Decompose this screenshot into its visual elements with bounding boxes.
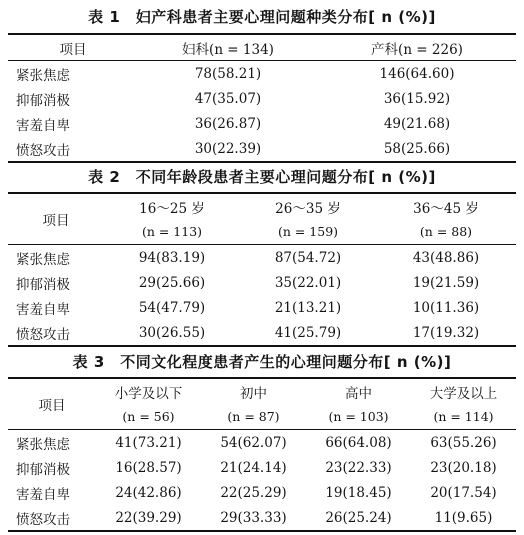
table-cell: 26(25.24) xyxy=(306,505,411,531)
table-cell: 23(20.18) xyxy=(430,459,497,476)
table-cell: 10(11.36) xyxy=(412,299,480,316)
table-cell: 24(42.86) xyxy=(115,484,182,501)
row-label: 抑郁消极 xyxy=(16,461,70,478)
table-cell: 22(25.29) xyxy=(220,484,287,501)
table-row xyxy=(8,455,516,480)
table1-header-gyn: 妇科(n = 134) xyxy=(138,34,318,61)
table-cell: 21(24.14) xyxy=(220,459,287,476)
table-cell: 78(58.21) xyxy=(194,65,262,82)
table-cell: 54(47.79) xyxy=(138,299,206,316)
table-cell: 17(19.32) xyxy=(376,320,516,346)
table2 xyxy=(8,192,516,347)
row-label: 愤怒攻击 xyxy=(8,320,104,346)
table3-group-n: (n = 103) xyxy=(306,404,411,430)
table-row xyxy=(8,505,516,531)
table-cell: 29(33.33) xyxy=(201,505,306,531)
table-row xyxy=(8,86,516,111)
table-cell: 43(48.86) xyxy=(412,249,480,266)
table1-header-row xyxy=(8,34,516,61)
table-cell: 21(13.21) xyxy=(274,299,342,316)
table-cell: 36(15.92) xyxy=(383,90,451,107)
table-cell: 30(26.55) xyxy=(104,320,240,346)
table2-group-label: 36～45 岁 xyxy=(376,193,516,219)
table-cell: 29(25.66) xyxy=(138,274,206,291)
table2-group-n: (n = 113) xyxy=(104,219,240,245)
table3-group-label: 小学及以下 xyxy=(96,378,201,404)
row-label: 愤怒攻击 xyxy=(8,136,138,162)
table2-group-label: 26～35 岁 xyxy=(240,193,376,219)
table-cell: 11(9.65) xyxy=(411,505,516,531)
table3-header-row xyxy=(8,378,516,404)
table2-group-n: (n = 159) xyxy=(240,219,376,245)
row-label: 紧张焦虑 xyxy=(16,67,70,84)
table-cell: 41(73.21) xyxy=(115,434,182,451)
table1 xyxy=(8,33,516,163)
table-cell: 146(64.60) xyxy=(379,65,455,82)
table-cell: 58(25.66) xyxy=(318,136,516,162)
table3-group-n: (n = 87) xyxy=(201,404,306,430)
table2-caption: 表 2 不同年龄段患者主要心理问题分布[ n (%)] xyxy=(88,168,436,186)
table2-group-label: 16～25 岁 xyxy=(104,193,240,219)
table2-header-item: 项目 xyxy=(8,193,104,245)
table-cell: 66(64.08) xyxy=(325,434,392,451)
table-row xyxy=(8,270,516,295)
row-label: 紧张焦虑 xyxy=(16,436,70,453)
table-cell: 30(22.39) xyxy=(138,136,318,162)
table-cell: 63(55.26) xyxy=(430,434,497,451)
table1-caption: 表 1 妇产科患者主要心理问题种类分布[ n (%)] xyxy=(88,8,436,26)
row-label: 紧张焦虑 xyxy=(16,251,70,268)
table1-header-obs: 产科(n = 226) xyxy=(318,34,516,61)
table-cell: 49(21.68) xyxy=(383,115,451,132)
table-cell: 87(54.72) xyxy=(274,249,342,266)
table-cell: 23(22.33) xyxy=(325,459,392,476)
table3 xyxy=(8,377,516,532)
table-cell: 20(17.54) xyxy=(430,484,497,501)
table-row xyxy=(8,320,516,346)
table1-header-item: 项目 xyxy=(8,34,138,61)
table-cell: 41(25.79) xyxy=(240,320,376,346)
table-cell: 36(26.87) xyxy=(194,115,262,132)
table-cell: 19(18.45) xyxy=(325,484,392,501)
table-row xyxy=(8,136,516,162)
table-row xyxy=(8,430,516,456)
table-cell: 19(21.59) xyxy=(412,274,480,291)
row-label: 害羞自卑 xyxy=(16,117,70,134)
table3-group-n: (n = 114) xyxy=(411,404,516,430)
table-cell: 94(83.19) xyxy=(138,249,206,266)
table-row xyxy=(8,61,516,87)
table3-caption: 表 3 不同文化程度患者产生的心理问题分布[ n (%)] xyxy=(72,353,452,371)
table-row xyxy=(8,245,516,271)
table-row xyxy=(8,295,516,320)
table-cell: 22(39.29) xyxy=(96,505,201,531)
row-label: 抑郁消极 xyxy=(16,276,70,293)
table-cell: 54(62.07) xyxy=(220,434,287,451)
table-cell: 16(28.57) xyxy=(115,459,182,476)
row-label: 害羞自卑 xyxy=(16,486,70,503)
row-label: 害羞自卑 xyxy=(16,301,70,318)
table-cell: 47(35.07) xyxy=(194,90,262,107)
table3-group-label: 初中 xyxy=(201,378,306,404)
table3-header-item: 项目 xyxy=(8,378,96,430)
table3-group-label: 大学及以上 xyxy=(411,378,516,404)
table3-group-label: 高中 xyxy=(306,378,411,404)
table-cell: 35(22.01) xyxy=(274,274,342,291)
row-label: 愤怒攻击 xyxy=(8,505,96,531)
table3-group-n: (n = 56) xyxy=(96,404,201,430)
table-row xyxy=(8,480,516,505)
table2-header-row xyxy=(8,193,516,219)
table2-group-n: (n = 88) xyxy=(376,219,516,245)
row-label: 抑郁消极 xyxy=(16,92,70,109)
table-row xyxy=(8,111,516,136)
